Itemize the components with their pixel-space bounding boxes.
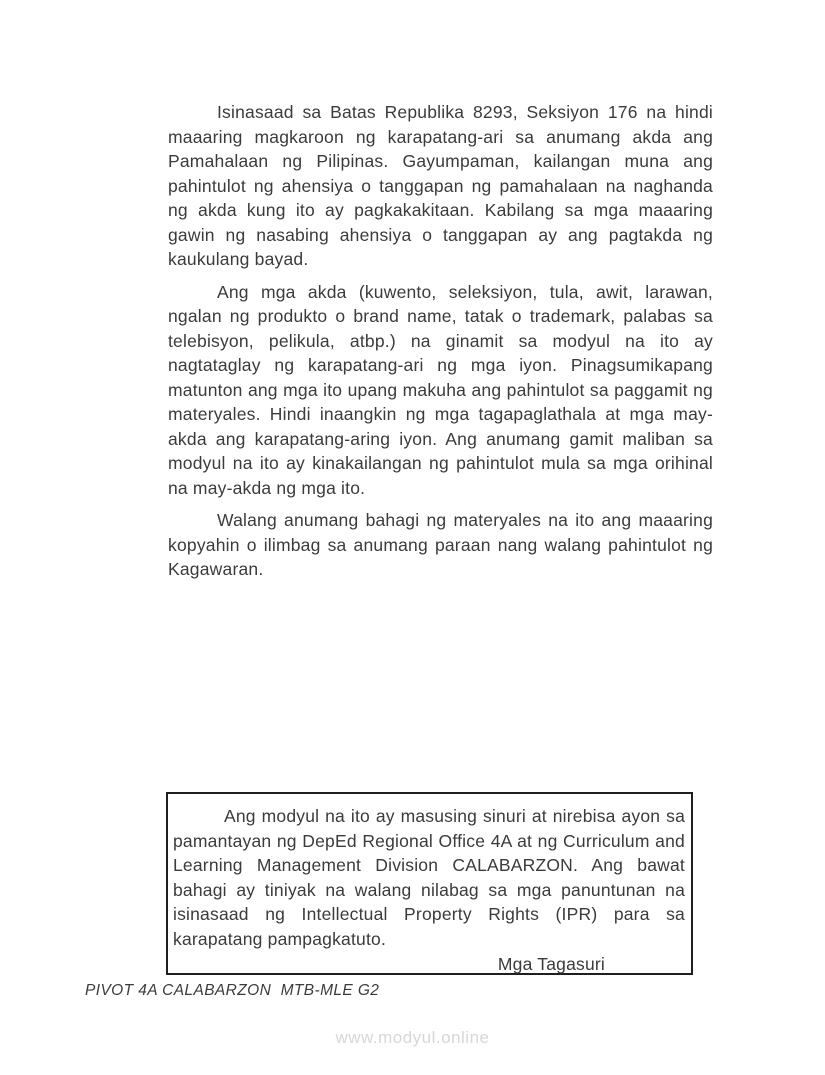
copyright-text-block xyxy=(168,100,713,590)
paragraph-borrowed-materials: Ang mga akda (kuwento, seleksiyon, tula, awit, larawan, ngalan ng produkto o brand name, tatak o trademark, palabas sa telebisyon, pelikula, atbp.) na ginamit sa modyul na ito ay nagtataglay ng karapatang-ari ng mga iyon. Pinagsumikapang matunton ang mga ito upang makuha ang pahintulot sa paggamit ng materyales. Hindi inaangkin ng mga tagapaglathala at mga may-akda ang karapatang-aring iyon. Ang anumang gamit maliban sa modyul na ito ay kinakailangan ng pahintulot mula sa mga orihinal na may-akda ng mga ito. xyxy=(168,281,713,498)
review-certification-text: Ang modyul na ito ay masusing sinuri at nirebisa ayon sa pamantayan ng DepEd Regional Office 4A at ng Curriculum and Learning Management Division CALABARZON. Ang bawat bahagi ay tiniyak na walang nilabag sa mga panuntunan na isinasaad ng Intellectual Property Rights (IPR) para sa karapatang pampagkatuto. xyxy=(173,806,685,949)
review-certification-box xyxy=(166,792,693,975)
paragraph-no-reproduction: Walang anumang bahagi ng materyales na ito ang maaaring kopyahin o ilimbag sa anumang paraan nang walang pahintulot ng Kagawaran. xyxy=(168,510,713,579)
footer-module-id: PIVOT 4A CALABARZON MTB-MLE G2 xyxy=(85,982,380,999)
paragraph-copyright-law: Isinasaad sa Batas Republika 8293, Seksiyon 176 na hindi maaaring magkaroon ng karapatang-ari sa anumang akda ang Pamahalaan ng Pilipinas. Gayumpaman, kailangan muna ang pahintulot ng ahensiya o tanggapan ng pamahalaan na naghanda ng akda kung ito ay pagkakakitaan. Kabilang sa mga maaaring gawin ng nasabing ahensiya o tanggapan ay ang pagtakda ng kaukulang bayad. xyxy=(168,102,713,269)
watermark-site-url: www.modyul.online xyxy=(335,1028,490,1047)
reviewers-signature-label: Mga Tagasuri xyxy=(497,954,605,974)
